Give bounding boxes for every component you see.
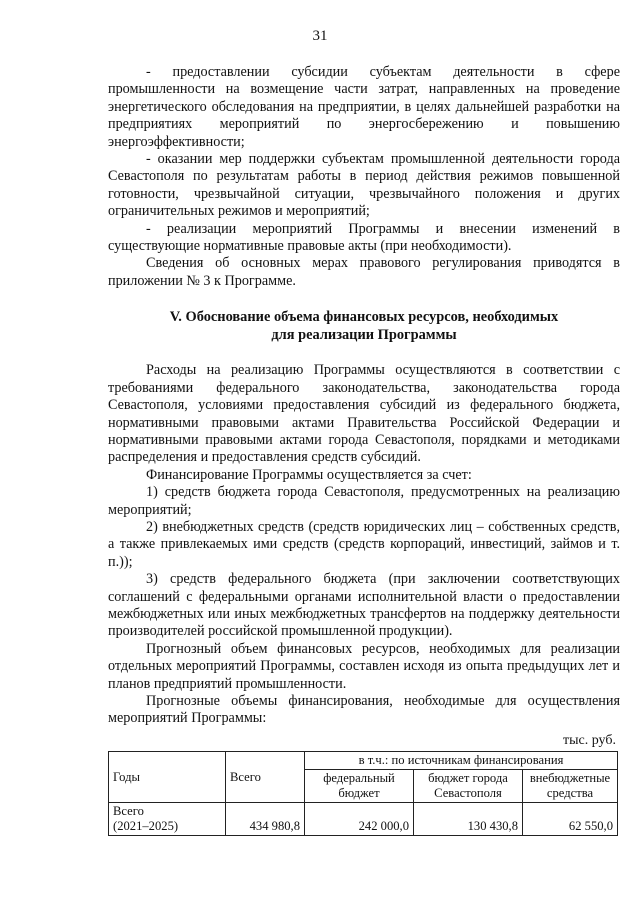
paragraph: - реализации мероприятий Программы и внесении изменений в существующие нормативные правовые акты (при необходимости). xyxy=(108,220,620,255)
section-heading xyxy=(108,308,620,344)
paragraph: Расходы на реализацию Программы осуществляются в соответствии с требованиями федерального законодательства, законодательства города Севастополя, условиями предоставления субсидий из федерального бюджета, нормативными правовыми актами Правительства Российской Федерации и нормативными правовыми актами города Севастополя, порядками и методиками распределения и предоставления средств субсидий. xyxy=(108,362,620,466)
row-label-line-1: Всего xyxy=(113,804,144,819)
table-header-row xyxy=(109,752,618,770)
paragraph: Прогнозный объем финансовых ресурсов, необходимых для реализации отдельных мероприятий Программы, составлен исходя из опыта предыдущих лет и планов предприятий промышленности. xyxy=(108,640,620,692)
paragraph: Финансирование Программы осуществляется за счет: xyxy=(146,466,472,483)
cell-federal: 242 000,0 xyxy=(305,803,414,836)
unit-label: тыс. руб. xyxy=(563,732,616,748)
heading-line-1: V. Обоснование объема финансовых ресурсов, необходимых xyxy=(169,309,559,326)
header-extra: внебюджетные средства xyxy=(523,770,618,803)
row-label-line-2: (2021–2025) xyxy=(113,819,179,834)
paragraph: - оказании мер поддержки субъектам промышленной деятельности города Севастополя по результатам работы в период действия режимов повышенной готовности, чрезвычайной ситуации, чрезвычайного положения и других ограничительных режимов и мероприятий; xyxy=(108,151,620,220)
financing-table xyxy=(108,751,618,836)
header-sources-group: в т.ч.: по источникам финансирования xyxy=(305,752,618,770)
document-body xyxy=(108,64,620,836)
header-city: бюджет города Севастополя xyxy=(414,770,523,803)
paragraph: Прогнозные объемы финансирования, необходимые для осуществления мероприятий Программы: xyxy=(108,693,620,727)
header-federal: федеральный бюджет xyxy=(305,770,414,803)
cell-extra: 62 550,0 xyxy=(523,803,618,836)
paragraph: - предоставлении субсидии субъектам деятельности в сфере промышленности на возмещение части затрат, направленных на проведение энергетического обследования на предприятии, в целях дальнейшей разработки на предприятиях мероприятий по энергосбережению и повышению энергоэффективности; xyxy=(108,64,620,150)
cell-total: 434 980,8 xyxy=(226,803,305,836)
table-row xyxy=(109,803,618,836)
heading-line-2: для реализации Программы xyxy=(271,327,457,344)
cell-city: 130 430,8 xyxy=(414,803,523,836)
paragraph: Сведения об основных мерах правового регулирования приводятся в приложении № 3 к Программе. xyxy=(108,255,620,289)
header-years: Годы xyxy=(109,752,226,803)
list-item: 2) внебюджетных средств (средств юридических лиц – собственных средств, а также привлекаемых ими средств (средств корпораций, инвестиций, займов и т. п.)); xyxy=(108,518,620,570)
list-item: 1) средств бюджета города Севастополя, предусмотренных на реализацию мероприятий; xyxy=(108,484,620,518)
header-total: Всего xyxy=(226,752,305,803)
row-label xyxy=(109,803,226,836)
list-item: 3) средств федерального бюджета (при заключении соответствующих соглашений с федеральными органами исполнительной власти о предоставлении межбюджетных или иных межбюджетных трансфертов на поддержку деятельности производителей российской промышленной продукции). xyxy=(108,571,620,640)
page-number: 31 xyxy=(312,28,328,44)
